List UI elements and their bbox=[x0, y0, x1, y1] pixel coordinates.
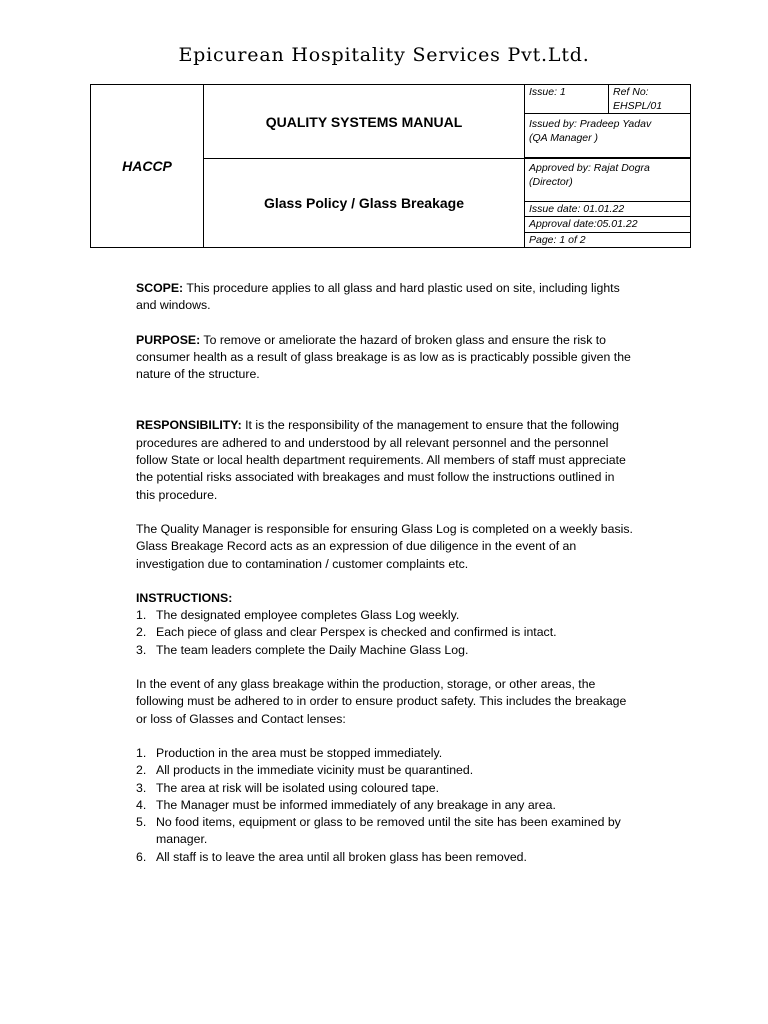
document-header-table bbox=[90, 84, 691, 248]
list-item: 2. All products in the immediate vicinity must be quarantined. bbox=[136, 763, 474, 778]
list-item: 2. Each piece of glass and clear Perspex is checked and confirmed is intact. bbox=[136, 625, 557, 640]
responsibility-paragraph bbox=[136, 417, 636, 503]
approved-by bbox=[525, 159, 691, 202]
issued-by bbox=[525, 114, 691, 158]
scope-label: SCOPE: bbox=[136, 281, 184, 295]
breakage-record-text: Glass Breakage Record acts as an expression of due diligence in the event of an investigation due to contamination / customer complaints etc. bbox=[136, 539, 577, 571]
issued-by-role: (QA Manager ) bbox=[529, 132, 599, 144]
issue-number: Issue: 1 bbox=[525, 85, 609, 114]
approved-by-role: (Director) bbox=[529, 176, 573, 188]
list-item: 6. All staff is to leave the area until all broken glass has been removed. bbox=[136, 849, 527, 864]
responsibility-label: RESPONSIBILITY: bbox=[136, 418, 242, 433]
list-item: 3. The area at risk will be isolated using coloured tape. bbox=[136, 780, 439, 795]
approval-date: Approval date:05.01.22 bbox=[525, 217, 690, 233]
manual-title: QUALITY SYSTEMS MANUAL bbox=[204, 85, 525, 159]
purpose-label: PURPOSE: bbox=[136, 332, 201, 347]
approval-page-cell bbox=[525, 217, 691, 248]
list-item: 5. No food items, equipment or glass to be removed until the site has been examined by manager. bbox=[136, 815, 621, 847]
quality-manager-paragraph bbox=[136, 521, 636, 573]
company-name: Epicurean Hospitality Services Pvt.Ltd. bbox=[178, 44, 590, 66]
purpose-paragraph bbox=[136, 332, 636, 384]
ref-label: Ref No: bbox=[613, 86, 649, 98]
list-item: 1. Production in the area must be stopped immediately. bbox=[136, 745, 443, 760]
document-body bbox=[136, 280, 636, 883]
responsibility-text: It is the responsibility of the management to ensure that the following procedures are adhered to and understood by all relevant personnel and the personnel follow State or local health department requirements. All members of staff must appreciate the potential risks associated with breakages and must follow the instructions outlined in this procedure. bbox=[136, 418, 626, 502]
scope-paragraph bbox=[136, 280, 636, 315]
ref-number bbox=[609, 85, 691, 114]
list-item: 1. The designated employee completes Glass Log weekly. bbox=[136, 608, 460, 623]
ref-value: EHSPL/01 bbox=[613, 100, 663, 112]
event-intro-paragraph: In the event of any glass breakage within the production, storage, or other areas, the following must be adhered to in order to ensure product safety. This includes the breakage or loss of Glasses and Contact lenses: bbox=[136, 677, 627, 726]
issue-date: Issue date: 01.01.22 bbox=[525, 202, 691, 217]
instructions-list bbox=[136, 607, 636, 659]
purpose-text: To remove or ameliorate the hazard of broken glass and ensure the risk to consumer health as a result of glass breakage is as low as is practicably possible given the nature of the structure. bbox=[136, 332, 631, 382]
list-item: 4. The Manager must be informed immediately of any breakage in any area. bbox=[136, 797, 556, 812]
breakage-steps-list bbox=[136, 745, 636, 866]
section-cell: HACCP bbox=[91, 85, 204, 248]
list-item: 3. The team leaders complete the Daily Machine Glass Log. bbox=[136, 642, 469, 657]
instructions-heading: INSTRUCTIONS: bbox=[136, 590, 233, 605]
issued-by-name: Issued by: Pradeep Yadav bbox=[529, 118, 652, 130]
policy-title: Glass Policy / Glass Breakage bbox=[204, 159, 525, 248]
scope-text: This procedure applies to all glass and hard plastic used on site, including lights and windows. bbox=[136, 281, 620, 313]
page-number: Page: 1 of 2 bbox=[529, 234, 586, 246]
approved-by-name: Approved by: Rajat Dogra bbox=[529, 162, 650, 174]
quality-manager-text: The Quality Manager is responsible for ensuring Glass Log is completed on a weekly basis. bbox=[136, 521, 633, 536]
